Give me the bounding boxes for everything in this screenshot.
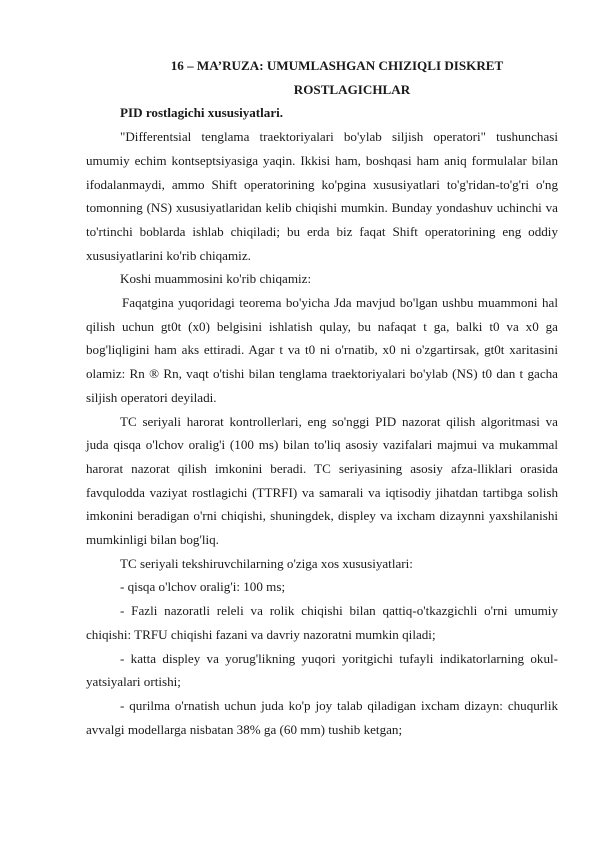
list-item: - qisqa o'lchov oralig'i: 100 ms; <box>120 579 286 595</box>
list-item: - Fazli nazoratli releli va rolik chiqishi bilan qattiq-o'tkazgichli o'rni umumiy chiqishi: TRFU chiqishi fazani va davriy nazoratni mumkin qiladi; <box>86 603 558 642</box>
paragraph-theorem: Faqatgina yuqoridagi teorema bo'yicha Jda mavjud bo'lgan ushbu muammoni hal qilish uchun gt0t (x0) belgisini ishlatish qulay, bu nafaqat t ga, balki t0 va x0 ga bog'liqligini ham aks ettiradi. Agar t va t0 ni o'rnatib, x0 ni o'zgartirsak, gt0t xaritasini olamiz: Rn ® Rn, vaqt o'tishi bilan tenglama traektoriyalari bo'ylab (NS) t0 dan t gacha siljish operatori deyiladi. <box>86 295 558 405</box>
section-subheading: PID rostlagichi xususiyatlari. <box>120 105 284 121</box>
list-item: - katta displey va yorug'likning yuqori yoritgichi tufayli indikatorlarning okul-yatsiyalari ortishi; <box>86 650 558 690</box>
lecture-title <box>86 54 558 101</box>
paragraph-cauchy-problem: Koshi muammosini ko'rib chiqamiz: <box>120 271 312 287</box>
document-page <box>86 54 558 741</box>
paragraph-tc-controllers: TC seriyali harorat kontrollerlari, eng so'nggi PID nazorat qilish algoritmasi va juda qisqa o'lchov oralig'i (100 ms) bilan to'liq asosiy vazifalari majmui va mukammal harorat nazorat qilish imkonini beradi. TC seriyasining asosiy afza-lliklari orasida favqulodda vaziyat rostlagichi (TTRFI) va samarali va iqtisodiy jihatdan tartibga solish imkonini beradigan o'rni chiqishi, shuningdek, displey va ixcham dizaynni yaxshilanishi mumkinligi bilan bog'liq. <box>86 413 558 548</box>
paragraph-tc-features-heading: TC seriyali tekshiruvchilarning o'ziga xos xususiyatlari: <box>120 555 413 571</box>
title-line-2: ROSTLAGICHLAR <box>293 81 411 97</box>
title-line-1: 16 – MA’RUZA: UMUMLASHGAN CHIZIQLI DISKRET <box>170 58 504 73</box>
list-item: - qurilma o'rnatish uchun juda ko'p joy talab qiladigan ixcham dizayn: chuqurlik avvalgi modellarga nisbatan 38% ga (60 mm) tushib ketgan; <box>86 697 558 737</box>
paragraph-shift-operator: "Differentsial tenglama traektoriyalari bo'ylab siljish operatori" tushunchasi umumiy echim kontseptsiyasiga yaqin. Ikkisi ham, boshqasi ham aniq formulalar bilan ifodalanmaydi, ammo Shift operatorining ko'pgina xususiyatlari to'g'ridan-to'g'ri o'ng tomonning (NS) xususiyatlaridan kelib chiqishi mumkin. Bunday yondashuv uchinchi va to'rtinchi boblarda ishlab chiqiladi; bu erda biz faqat Shift operatorining eng oddiy xususiyatlarini ko'rib chiqamiz. <box>86 129 558 263</box>
